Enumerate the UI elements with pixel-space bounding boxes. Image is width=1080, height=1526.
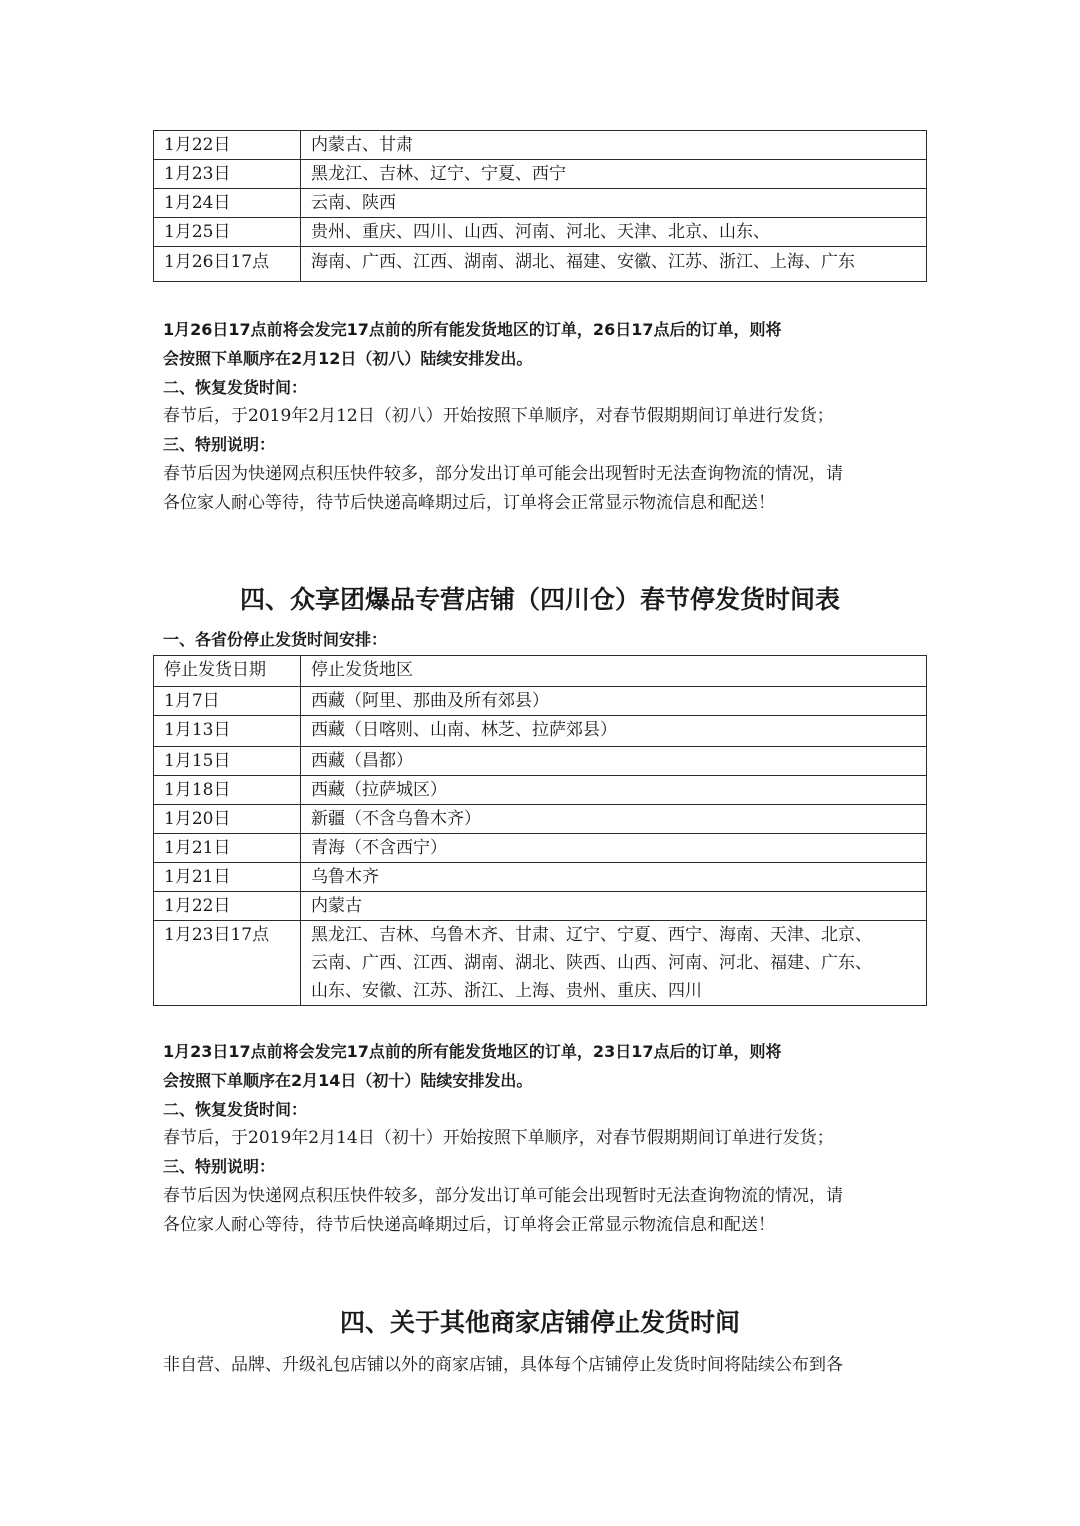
date-cell: 1月18日 [154,776,301,805]
table-row [154,716,927,747]
table-row [154,747,927,776]
section1-notes [163,316,933,518]
special-heading: 三、特别说明： [163,1157,276,1177]
resume-heading: 二、恢复发货时间： [163,377,308,397]
date-cell: 1月24日 [154,189,301,218]
note-line: 会按照下单顺序在2月14日（初十）陆续安排发出。 [163,1070,533,1090]
section2-notes [163,1038,933,1240]
date-cell: 1月7日 [154,687,301,716]
note-line: 1月23日17点前将会发完17点前的所有能发货地区的订单，23日17点后的订单，则将 [163,1042,782,1061]
date-cell: 1月13日 [154,716,301,747]
regions-cell: 乌鲁木齐 [301,863,927,892]
column-header: 停止发货地区 [301,656,927,687]
section-text: 非自营、品牌、升级礼包店铺以外的商家店铺，具体每个店铺停止发货时间将陆续公布到各 [163,1355,843,1375]
resume-text: 春节后，于2019年2月14日（初十）开始按照下单顺序，对春节假期期间订单进行发货； [163,1128,834,1149]
date-cell: 1月15日 [154,747,301,776]
regions-cell: 青海（不含西宁） [301,834,927,863]
regions-line: 山东、安徽、江苏、浙江、上海、贵州、重庆、四川 [311,981,702,1001]
regions-line: 云南、广西、江西、湖南、湖北、陕西、山西、河南、河北、福建、广东、 [311,953,872,973]
table-row [154,863,927,892]
table-header-row [154,656,927,687]
table-row [154,218,927,247]
date-cell: 1月23日 [154,160,301,189]
regions-line: 黑龙江、吉林、乌鲁木齐、甘肃、辽宁、宁夏、西宁、海南、天津、北京、 [311,925,872,945]
regions-cell: 贵州、重庆、四川、山西、河南、河北、天津、北京、山东、 [301,218,927,247]
special-text: 春节后因为快递网点积压快件较多，部分发出订单可能会出现暂时无法查询物流的情况，请 [163,463,843,484]
regions-cell: 内蒙古 [301,892,927,921]
date-cell: 1月22日 [154,131,301,160]
schedule-table-1 [153,130,927,282]
section-subheading: 一、各省份停止发货时间安排： [163,630,388,649]
special-text: 春节后因为快递网点积压快件较多，部分发出订单可能会出现暂时无法查询物流的情况，请 [163,1185,843,1206]
date-cell: 1月25日 [154,218,301,247]
table-row [154,921,927,1006]
regions-cell: 黑龙江、吉林、辽宁、宁夏、西宁 [301,160,927,189]
date-cell: 1月21日 [154,863,301,892]
special-heading: 三、特别说明： [163,435,276,455]
table-row [154,834,927,863]
resume-text: 春节后，于2019年2月12日（初八）开始按照下单顺序，对春节假期期间订单进行发货； [163,406,834,427]
table-row [154,160,927,189]
regions-cell: 海南、广西、江西、湖南、湖北、福建、安徽、江苏、浙江、上海、广东 [301,247,927,282]
regions-cell: 西藏（昌都） [301,747,927,776]
section-title: 四、众享团爆品专营店铺（四川仓）春节停发货时间表 [239,585,840,614]
regions-cell: 西藏（拉萨城区） [301,776,927,805]
date-cell: 1月21日 [154,834,301,863]
regions-cell: 西藏（日喀则、山南、林芝、拉萨郊县） [301,716,927,747]
schedule-table-2 [153,655,927,1006]
regions-cell: 内蒙古、甘肃 [301,131,927,160]
section-title: 四、关于其他商家店铺停止发货时间 [339,1308,740,1337]
special-text: 各位家人耐心等待，待节后快递高峰期过后，订单将会正常显示物流信息和配送！ [163,492,775,513]
regions-cell: 新疆（不含乌鲁木齐） [301,805,927,834]
regions-cell [301,921,927,1006]
table-row [154,131,927,160]
table-row [154,892,927,921]
special-text: 各位家人耐心等待，待节后快递高峰期过后，订单将会正常显示物流信息和配送！ [163,1214,775,1235]
table-row [154,687,927,716]
column-header: 停止发货日期 [154,656,301,687]
date-cell: 1月26日17点 [154,247,301,282]
regions-cell: 西藏（阿里、那曲及所有郊县） [301,687,927,716]
table-row [154,189,927,218]
note-line: 1月26日17点前将会发完17点前的所有能发货地区的订单，26日17点后的订单，则将 [163,320,782,339]
date-cell: 1月22日 [154,892,301,921]
table-row [154,247,927,282]
table-row [154,805,927,834]
resume-heading: 二、恢复发货时间： [163,1099,308,1119]
regions-cell: 云南、陕西 [301,189,927,218]
table-row [154,776,927,805]
note-line: 会按照下单顺序在2月12日（初八）陆续安排发出。 [163,348,533,368]
date-cell: 1月20日 [154,805,301,834]
date-cell: 1月23日17点 [154,921,301,1006]
